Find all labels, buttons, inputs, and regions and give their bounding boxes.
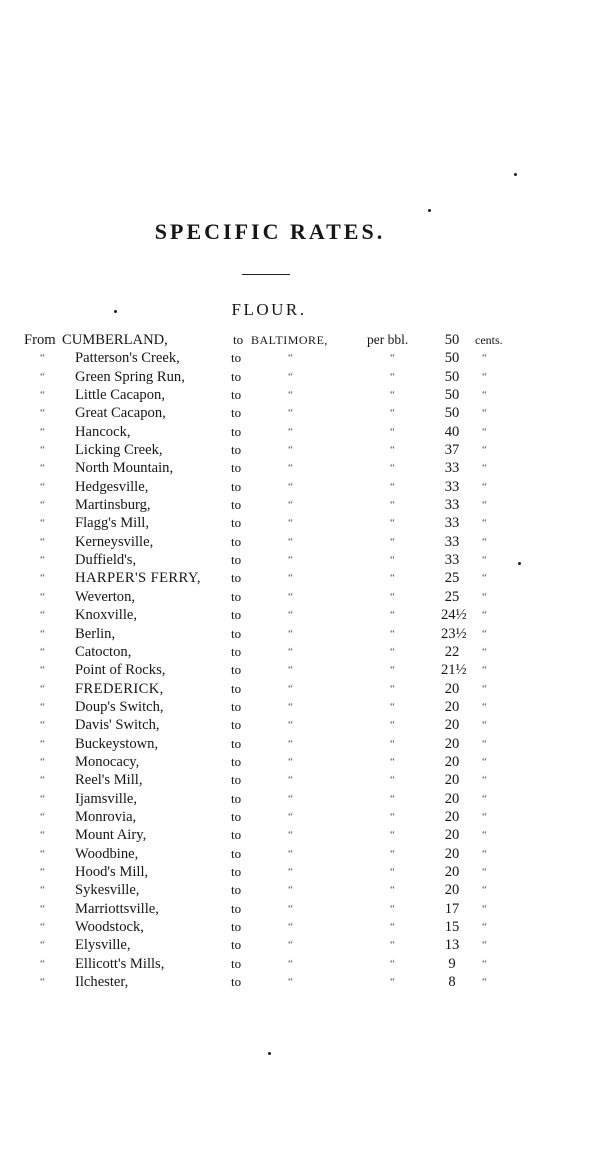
ditto-mark: “ bbox=[390, 682, 395, 695]
origin-name: CUMBERLAND, bbox=[62, 332, 168, 348]
ditto-mark: “ bbox=[40, 902, 45, 915]
to-label: to bbox=[231, 552, 242, 568]
station-name: Catocton, bbox=[75, 643, 132, 660]
table-row bbox=[0, 441, 600, 459]
rate-value: 20 bbox=[444, 845, 460, 862]
ditto-mark: “ bbox=[390, 976, 395, 989]
rate-value: 20 bbox=[444, 808, 460, 825]
rate-value: 20 bbox=[444, 827, 460, 844]
ditto-mark: “ bbox=[288, 976, 293, 989]
rate-table bbox=[0, 331, 600, 991]
to-label: to bbox=[231, 570, 242, 586]
ditto-mark: “ bbox=[390, 774, 395, 787]
ditto-mark: “ bbox=[482, 462, 487, 475]
ditto-mark: “ bbox=[288, 829, 293, 842]
ditto-mark: “ bbox=[390, 517, 395, 530]
rate-value: 40 bbox=[444, 423, 460, 440]
ditto-mark: “ bbox=[40, 719, 45, 732]
station-name: Hood's Mill, bbox=[75, 863, 149, 880]
table-row bbox=[0, 496, 600, 514]
rate-value: 17 bbox=[444, 900, 460, 917]
rate-value: 8 bbox=[448, 974, 456, 991]
to-label: to bbox=[231, 753, 242, 769]
ditto-mark: “ bbox=[40, 352, 45, 365]
speck-mark bbox=[114, 310, 117, 313]
ditto-mark: “ bbox=[288, 921, 293, 933]
ditto-mark: “ bbox=[288, 792, 293, 805]
ditto-mark: “ bbox=[288, 462, 293, 475]
rate-value: 33 bbox=[444, 460, 460, 477]
ditto-mark: “ bbox=[390, 957, 395, 970]
table-row bbox=[0, 826, 600, 844]
to-label: to bbox=[231, 808, 242, 824]
station-name: Doup's Switch, bbox=[75, 698, 164, 715]
ditto-mark: “ bbox=[482, 682, 487, 695]
ditto-mark: “ bbox=[482, 921, 487, 933]
station-name: Davis' Switch, bbox=[75, 717, 160, 734]
ditto-mark: “ bbox=[390, 462, 395, 475]
ditto-mark: “ bbox=[482, 865, 487, 878]
rate-value: 20 bbox=[444, 717, 460, 734]
ditto-mark: “ bbox=[482, 976, 487, 989]
table-row bbox=[0, 973, 600, 991]
ditto-mark: “ bbox=[482, 939, 487, 952]
to-label: to bbox=[231, 405, 242, 421]
to-label: to bbox=[231, 680, 242, 696]
rate-value: 24½ bbox=[441, 607, 467, 624]
rate-value: 33 bbox=[444, 478, 460, 495]
ditto-mark: “ bbox=[482, 957, 487, 970]
to-label: to bbox=[231, 423, 242, 439]
table-row bbox=[0, 771, 600, 789]
table-row bbox=[0, 698, 600, 716]
ditto-mark: “ bbox=[40, 847, 45, 860]
ditto-mark: “ bbox=[288, 352, 293, 365]
table-row bbox=[0, 661, 600, 679]
to-label: to bbox=[231, 937, 242, 953]
ditto-mark: “ bbox=[40, 865, 45, 878]
ditto-mark: “ bbox=[390, 444, 395, 457]
ditto-mark: “ bbox=[482, 517, 487, 530]
station-name: Hancock, bbox=[75, 423, 131, 440]
to-label: to bbox=[231, 955, 242, 971]
ditto-mark: “ bbox=[288, 774, 293, 787]
station-name: Sykesville, bbox=[75, 882, 140, 899]
station-name: Mount Airy, bbox=[75, 827, 147, 844]
rate-value: 50 bbox=[444, 368, 460, 385]
ditto-mark: “ bbox=[390, 535, 395, 548]
to-label: to bbox=[231, 974, 242, 990]
rate-value: 25 bbox=[444, 570, 460, 587]
station-name: Reel's Mill, bbox=[75, 772, 143, 789]
ditto-mark: “ bbox=[482, 664, 487, 677]
ditto-mark: “ bbox=[482, 719, 487, 732]
table-row bbox=[0, 881, 600, 899]
ditto-mark: “ bbox=[288, 884, 293, 897]
ditto-mark: “ bbox=[390, 645, 395, 658]
speck-mark bbox=[514, 173, 517, 176]
rate-value: 37 bbox=[444, 442, 460, 459]
ditto-mark: “ bbox=[40, 664, 45, 677]
ditto-mark: “ bbox=[390, 609, 395, 622]
ditto-mark: “ bbox=[40, 682, 45, 695]
to-label: to bbox=[231, 460, 242, 476]
ditto-mark: “ bbox=[390, 829, 395, 842]
ditto-mark: “ bbox=[390, 719, 395, 732]
ditto-mark: “ bbox=[482, 499, 487, 512]
ditto-mark: “ bbox=[482, 755, 487, 768]
station-name: Great Cacapon, bbox=[75, 405, 166, 422]
ditto-mark: “ bbox=[288, 719, 293, 732]
station-name: Little Cacapon, bbox=[75, 387, 165, 404]
ditto-mark: “ bbox=[390, 755, 395, 768]
to-label: to bbox=[231, 497, 242, 513]
ditto-mark: “ bbox=[288, 407, 293, 420]
table-row bbox=[0, 404, 600, 422]
table-row bbox=[0, 386, 600, 404]
ditto-mark: “ bbox=[390, 700, 395, 713]
to-label: to bbox=[231, 662, 242, 678]
speck-mark bbox=[518, 562, 521, 565]
ditto-mark: “ bbox=[288, 572, 293, 585]
ditto-mark: “ bbox=[390, 939, 395, 952]
station-name: Licking Creek, bbox=[75, 442, 163, 459]
ditto-mark: “ bbox=[390, 499, 395, 512]
ditto-mark: “ bbox=[288, 939, 293, 952]
ditto-mark: “ bbox=[288, 535, 293, 548]
ditto-mark: “ bbox=[40, 609, 45, 622]
ditto-mark: “ bbox=[390, 792, 395, 805]
ditto-mark: “ bbox=[288, 609, 293, 622]
ditto-mark: “ bbox=[288, 480, 293, 493]
table-row bbox=[0, 716, 600, 734]
station-name: Duffield's, bbox=[75, 552, 137, 569]
ditto-mark: “ bbox=[40, 554, 45, 567]
ditto-mark: “ bbox=[40, 976, 45, 989]
ditto-mark: “ bbox=[482, 902, 487, 915]
station-name: Patterson's Creek, bbox=[75, 350, 180, 367]
ditto-mark: “ bbox=[288, 865, 293, 878]
ditto-mark: “ bbox=[482, 572, 487, 585]
ditto-mark: “ bbox=[40, 884, 45, 897]
ditto-mark: “ bbox=[40, 957, 45, 970]
table-row bbox=[0, 349, 600, 367]
ditto-mark: “ bbox=[390, 884, 395, 897]
destination-name: BALTIMORE, bbox=[251, 333, 328, 347]
ditto-mark: “ bbox=[482, 535, 487, 548]
to-label: to bbox=[231, 717, 242, 733]
ditto-mark: “ bbox=[482, 700, 487, 713]
table-row bbox=[0, 735, 600, 753]
ditto-mark: “ bbox=[288, 499, 293, 512]
ditto-mark: “ bbox=[288, 957, 293, 970]
table-row bbox=[0, 643, 600, 661]
station-name: Kerneysville, bbox=[75, 533, 154, 550]
ditto-mark: “ bbox=[482, 407, 487, 420]
to-label: to bbox=[231, 368, 242, 384]
table-row bbox=[0, 423, 600, 441]
station-name: North Mountain, bbox=[75, 460, 174, 477]
station-name: Woodstock, bbox=[75, 919, 144, 935]
ditto-mark: “ bbox=[482, 810, 487, 823]
ditto-mark: “ bbox=[288, 517, 293, 530]
ditto-mark: “ bbox=[482, 609, 487, 622]
station-name: Point of Rocks, bbox=[75, 662, 166, 679]
ditto-mark: “ bbox=[390, 921, 395, 933]
rate-value: 50 bbox=[444, 350, 460, 367]
ditto-mark: “ bbox=[390, 352, 395, 365]
to-label: to bbox=[231, 478, 242, 494]
ditto-mark: “ bbox=[390, 554, 395, 567]
to-label: to bbox=[231, 387, 242, 403]
ditto-mark: “ bbox=[288, 627, 293, 640]
ditto-mark: “ bbox=[40, 462, 45, 475]
table-row bbox=[0, 808, 600, 826]
rate-value: 33 bbox=[444, 515, 460, 532]
ditto-mark: “ bbox=[288, 444, 293, 457]
station-name: Marriottsville, bbox=[75, 900, 159, 917]
station-name: Flagg's Mill, bbox=[75, 515, 149, 532]
table-row bbox=[0, 459, 600, 477]
rate-value: 33 bbox=[444, 533, 460, 550]
station-name: Green Spring Run, bbox=[75, 368, 185, 385]
table-row bbox=[0, 551, 600, 569]
rate-value: 33 bbox=[444, 497, 460, 514]
rate-value: 50 bbox=[444, 405, 460, 422]
ditto-mark: “ bbox=[482, 590, 487, 603]
table-row bbox=[0, 368, 600, 386]
ditto-mark: “ bbox=[40, 645, 45, 658]
to-label: to bbox=[231, 533, 242, 549]
table-row bbox=[0, 478, 600, 496]
to-label: to bbox=[231, 442, 242, 458]
ditto-mark: “ bbox=[40, 737, 45, 750]
ditto-mark: “ bbox=[390, 590, 395, 603]
rate-value: 20 bbox=[444, 698, 460, 715]
to-label: to bbox=[231, 772, 242, 788]
rate-value: 22 bbox=[444, 643, 460, 660]
ditto-mark: “ bbox=[390, 389, 395, 402]
title-rule bbox=[242, 274, 290, 275]
to-label: to bbox=[231, 919, 242, 934]
speck-mark bbox=[268, 1052, 271, 1055]
to-label: to bbox=[231, 625, 242, 641]
to-label: to bbox=[231, 790, 242, 806]
to-label: to bbox=[231, 900, 242, 916]
ditto-mark: “ bbox=[390, 664, 395, 677]
ditto-mark: “ bbox=[40, 700, 45, 713]
ditto-mark: “ bbox=[482, 444, 487, 457]
ditto-mark: “ bbox=[390, 737, 395, 750]
rate-value: 15 bbox=[444, 919, 460, 935]
table-row bbox=[0, 533, 600, 551]
table-row bbox=[0, 514, 600, 532]
ditto-mark: “ bbox=[40, 389, 45, 402]
rate-value: 20 bbox=[444, 735, 460, 752]
ditto-mark: “ bbox=[40, 921, 45, 933]
ditto-mark: “ bbox=[482, 847, 487, 860]
ditto-mark: “ bbox=[40, 444, 45, 457]
station-name: Berlin, bbox=[75, 625, 116, 642]
table-row bbox=[0, 606, 600, 624]
ditto-mark: “ bbox=[482, 645, 487, 658]
ditto-mark: “ bbox=[40, 572, 45, 585]
table-row bbox=[0, 790, 600, 808]
station-name: Monrovia, bbox=[75, 808, 137, 825]
ditto-mark: “ bbox=[482, 627, 487, 640]
ditto-mark: “ bbox=[482, 425, 487, 438]
rate-value: 25 bbox=[444, 588, 460, 605]
to-label: to bbox=[231, 350, 242, 366]
rate-value: 23½ bbox=[441, 625, 467, 642]
ditto-mark: “ bbox=[288, 389, 293, 402]
ditto-mark: “ bbox=[482, 389, 487, 402]
rate-value: 20 bbox=[444, 882, 460, 899]
station-name: Buckeystown, bbox=[75, 735, 159, 752]
to-label: to bbox=[231, 643, 242, 659]
ditto-mark: “ bbox=[288, 664, 293, 677]
section-heading: FLOUR. bbox=[231, 300, 307, 319]
ditto-mark: “ bbox=[482, 480, 487, 493]
to-label: to bbox=[231, 515, 242, 531]
ditto-mark: “ bbox=[390, 407, 395, 420]
ditto-mark: “ bbox=[482, 829, 487, 842]
ditto-mark: “ bbox=[288, 682, 293, 695]
ditto-mark: “ bbox=[390, 847, 395, 860]
ditto-mark: “ bbox=[390, 572, 395, 585]
ditto-mark: “ bbox=[390, 627, 395, 640]
ditto-mark: “ bbox=[288, 902, 293, 915]
to-label: to bbox=[231, 698, 242, 714]
ditto-mark: “ bbox=[288, 810, 293, 823]
from-label: From bbox=[24, 332, 56, 348]
station-name: Weverton, bbox=[75, 588, 136, 605]
ditto-mark: “ bbox=[482, 352, 487, 365]
table-row bbox=[0, 625, 600, 643]
page-title: SPECIFIC RATES. bbox=[154, 219, 386, 244]
ditto-mark: “ bbox=[288, 755, 293, 768]
ditto-mark: “ bbox=[390, 425, 395, 438]
ditto-mark: “ bbox=[40, 590, 45, 603]
table-row bbox=[0, 680, 600, 698]
ditto-mark: “ bbox=[390, 902, 395, 915]
rate-value: 20 bbox=[444, 680, 460, 697]
station-name: Monocacy, bbox=[75, 753, 140, 770]
to-label: to bbox=[231, 863, 242, 879]
to-label: to bbox=[231, 845, 242, 861]
ditto-mark: “ bbox=[482, 737, 487, 750]
ditto-mark: “ bbox=[482, 774, 487, 787]
station-name: HARPER'S FERRY, bbox=[75, 570, 201, 587]
station-name: Hedgesville, bbox=[75, 478, 149, 495]
ditto-mark: “ bbox=[40, 499, 45, 512]
rate-value: 20 bbox=[444, 863, 460, 880]
station-name: Ijamsville, bbox=[75, 790, 138, 807]
to-label: to bbox=[231, 827, 242, 843]
station-name: Knoxville, bbox=[75, 607, 138, 624]
speck-mark bbox=[428, 209, 431, 212]
rate-value: 20 bbox=[444, 772, 460, 789]
ditto-mark: “ bbox=[40, 425, 45, 438]
ditto-mark: “ bbox=[40, 407, 45, 420]
table-row bbox=[0, 900, 600, 918]
station-name: Ilchester, bbox=[75, 974, 129, 991]
ditto-mark: “ bbox=[40, 810, 45, 823]
per-unit-label: per bbl. bbox=[367, 332, 409, 347]
rate-value: 9 bbox=[448, 955, 456, 972]
ditto-mark: “ bbox=[288, 737, 293, 750]
ditto-mark: “ bbox=[482, 792, 487, 805]
rate-value: 50 bbox=[444, 387, 460, 404]
ditto-mark: “ bbox=[482, 370, 487, 383]
ditto-mark: “ bbox=[288, 847, 293, 860]
ditto-mark: “ bbox=[390, 480, 395, 493]
table-row bbox=[0, 936, 600, 954]
to-label: to bbox=[231, 882, 242, 898]
ditto-mark: “ bbox=[40, 774, 45, 787]
table-row bbox=[0, 569, 600, 587]
table-row bbox=[0, 753, 600, 771]
station-name: FREDERICK, bbox=[75, 680, 164, 697]
ditto-mark: “ bbox=[390, 810, 395, 823]
ditto-mark: “ bbox=[482, 884, 487, 897]
ditto-mark: “ bbox=[40, 370, 45, 383]
ditto-mark: “ bbox=[40, 517, 45, 530]
unit-label: cents. bbox=[475, 333, 503, 347]
rate-value: 21½ bbox=[441, 662, 467, 679]
ditto-mark: “ bbox=[288, 554, 293, 567]
rate-value: 20 bbox=[444, 753, 460, 770]
ditto-mark: “ bbox=[40, 535, 45, 548]
station-name: Woodbine, bbox=[75, 845, 139, 862]
ditto-mark: “ bbox=[40, 939, 45, 952]
table-row-header bbox=[0, 331, 600, 349]
ditto-mark: “ bbox=[288, 370, 293, 383]
to-label: to bbox=[231, 607, 242, 623]
ditto-mark: “ bbox=[288, 645, 293, 658]
table-row bbox=[0, 845, 600, 863]
ditto-mark: “ bbox=[288, 590, 293, 603]
ditto-mark: “ bbox=[288, 700, 293, 713]
station-name: Martinsburg, bbox=[75, 497, 151, 514]
rate-value: 20 bbox=[444, 790, 460, 807]
table-row bbox=[0, 588, 600, 606]
station-name: Elysville, bbox=[75, 937, 131, 954]
ditto-mark: “ bbox=[40, 755, 45, 768]
ditto-mark: “ bbox=[40, 829, 45, 842]
ditto-mark: “ bbox=[390, 865, 395, 878]
ditto-mark: “ bbox=[482, 554, 487, 567]
station-name: Ellicott's Mills, bbox=[75, 955, 165, 972]
table-row bbox=[0, 918, 600, 936]
rate-value: 50 bbox=[444, 332, 460, 348]
ditto-mark: “ bbox=[390, 370, 395, 383]
ditto-mark: “ bbox=[40, 480, 45, 493]
table-row bbox=[0, 863, 600, 881]
to-label: to bbox=[231, 735, 242, 751]
to-label: to bbox=[233, 332, 244, 347]
table-row bbox=[0, 955, 600, 973]
rate-value: 13 bbox=[444, 937, 460, 954]
ditto-mark: “ bbox=[40, 792, 45, 805]
to-label: to bbox=[231, 588, 242, 604]
ditto-mark: “ bbox=[40, 627, 45, 640]
ditto-mark: “ bbox=[288, 425, 293, 438]
rate-value: 33 bbox=[444, 552, 460, 569]
